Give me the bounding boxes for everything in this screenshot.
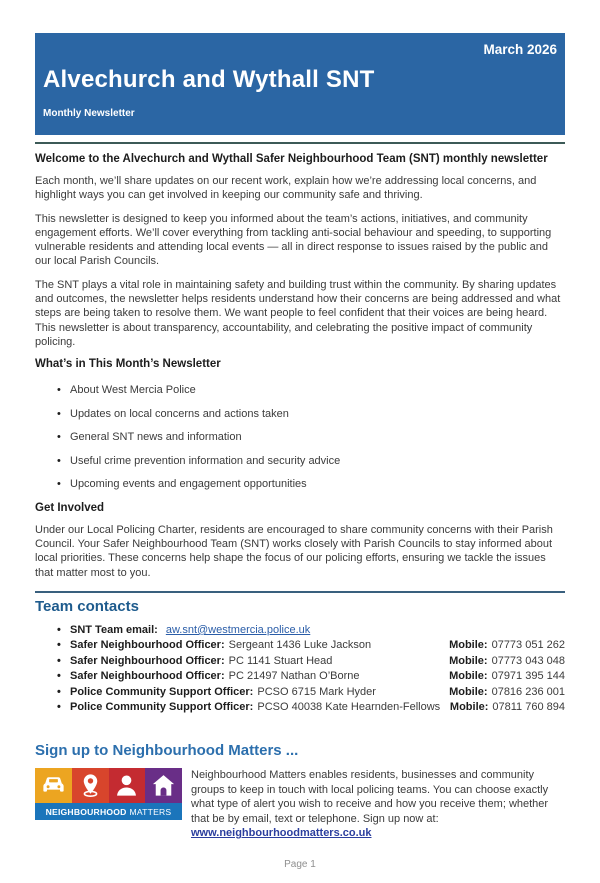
section-divider bbox=[35, 591, 565, 593]
logo-word-matters: MATTERS bbox=[129, 806, 172, 817]
top-divider bbox=[35, 142, 565, 144]
list-item: • Updates on local concerns and actions taken bbox=[70, 408, 565, 420]
house-icon bbox=[145, 768, 182, 803]
mobile-number: 07971 395 144 bbox=[491, 670, 565, 683]
mobile-number: 07773 051 262 bbox=[491, 639, 565, 652]
welcome-paragraph-1: Each month, we’ll share updates on our recent work, explain how we’re addressing local concerns, and highlight ways you can get involved in keeping our community safe and thriving. bbox=[35, 175, 537, 202]
contact-row bbox=[70, 685, 565, 700]
get-involved-paragraph: Under our Local Policing Charter, residents are encouraged to share community concerns with their Parish Council. Your Safer Neighbourhood Team (SNT) works closely with Parish Councils to stay informed about local priorities. These concerns help shape the focus of our policing efforts, ensuring we tackle the issues that matter most to you. bbox=[35, 523, 553, 579]
welcome-heading: Welcome to the Alvechurch and Wythall Safer Neighbourhood Team (SNT) monthly newsletter bbox=[35, 153, 548, 165]
mobile-label: Mobile: bbox=[449, 639, 488, 652]
issue-date: March 2026 bbox=[483, 42, 557, 57]
logo-wordmark bbox=[35, 803, 182, 820]
mobile-number: 07816 236 001 bbox=[491, 685, 565, 698]
neighbourhood-matters-link[interactable]: www.neighbourhoodmatters.co.uk bbox=[191, 827, 372, 840]
list-item: • General SNT news and information bbox=[70, 431, 565, 443]
get-involved-heading: Get Involved bbox=[35, 501, 105, 514]
list-item: • Upcoming events and engagement opportunities bbox=[70, 478, 565, 490]
logo-word-neighbourhood: NEIGHBOURHOOD bbox=[45, 806, 127, 817]
officer-name: PC 21497 Nathan O’Borne bbox=[228, 670, 360, 683]
officer-role: • Police Community Support Officer: bbox=[70, 700, 254, 713]
mobile-label: Mobile: bbox=[449, 685, 488, 698]
welcome-paragraph-3: The SNT plays a vital role in maintaining safety and building trust within the community. By sharing updates and outcomes, the newsletter helps residents understand how their concerns are being addressed and what steps are being taken to resolve them. We want people to feel confident that their voices are being heard. This newsletter is about transparency, accountability, and celebrating the positive impact of community policing. bbox=[35, 278, 561, 348]
officer-name: Sergeant 1436 Luke Jackson bbox=[228, 639, 372, 652]
neighbourhood-matters-logo bbox=[35, 768, 182, 820]
page-number: Page 1 bbox=[284, 859, 316, 871]
contact-row bbox=[70, 654, 565, 669]
team-contacts-heading: Team contacts bbox=[35, 597, 139, 615]
mobile-label: Mobile: bbox=[449, 700, 489, 713]
contact-row bbox=[70, 669, 565, 684]
team-contacts-list bbox=[35, 623, 565, 715]
mobile-number: 07811 760 894 bbox=[492, 700, 565, 713]
mobile-label: Mobile: bbox=[449, 670, 488, 683]
contact-row bbox=[70, 700, 565, 715]
signup-heading: Sign up to Neighbourhood Matters ... bbox=[35, 742, 299, 760]
email-label: • SNT Team email: bbox=[70, 623, 158, 636]
officer-name: PCSO 6715 Mark Hyder bbox=[257, 685, 376, 698]
welcome-paragraph-2: This newsletter is designed to keep you informed about the team’s actions, initiatives, and community engagement efforts. We’ll cover everything from tackling anti-social behaviour and speeding, to supporting vulnerable residents and attending local events — all in direct response to issues raised by the public and our local Parish Councils. bbox=[35, 212, 552, 268]
officer-role: • Safer Neighbourhood Officer: bbox=[70, 639, 225, 652]
officer-role: • Safer Neighbourhood Officer: bbox=[70, 654, 225, 667]
signup-text: Neighbourhood Matters enables residents, businesses and community groups to keep in touch with local policing teams. You can choose exactly what type of alert you wish to receive and how you receive them; whether that be by email, text or telephone. Sign up now at: bbox=[191, 769, 549, 825]
officer-name: PC 1141 Stuart Head bbox=[228, 654, 333, 667]
page-title: Alvechurch and Wythall SNT bbox=[43, 66, 375, 93]
contact-row bbox=[70, 638, 565, 653]
mobile-label: Mobile: bbox=[449, 654, 488, 667]
location-pin-icon bbox=[72, 768, 109, 803]
contents-list bbox=[35, 384, 565, 490]
officer-role: • Safer Neighbourhood Officer: bbox=[70, 670, 225, 683]
newsletter-page bbox=[0, 33, 600, 883]
contact-row-email bbox=[70, 623, 565, 638]
person-icon bbox=[109, 768, 146, 803]
car-icon bbox=[35, 768, 72, 803]
page-subtitle: Monthly Newsletter bbox=[43, 108, 135, 119]
officer-name: PCSO 40038 Kate Hearnden-Fellows bbox=[257, 700, 441, 713]
officer-role: • Police Community Support Officer: bbox=[70, 685, 254, 698]
list-item: • Useful crime prevention information and security advice bbox=[70, 455, 565, 467]
mobile-number: 07773 043 048 bbox=[491, 654, 565, 667]
snt-email-link[interactable]: aw.snt@westmercia.police.uk bbox=[165, 623, 311, 636]
header-banner bbox=[35, 33, 565, 135]
list-item: • About West Mercia Police bbox=[70, 384, 565, 396]
contents-heading: What’s in This Month’s Newsletter bbox=[35, 358, 221, 371]
signup-paragraph bbox=[191, 768, 565, 840]
